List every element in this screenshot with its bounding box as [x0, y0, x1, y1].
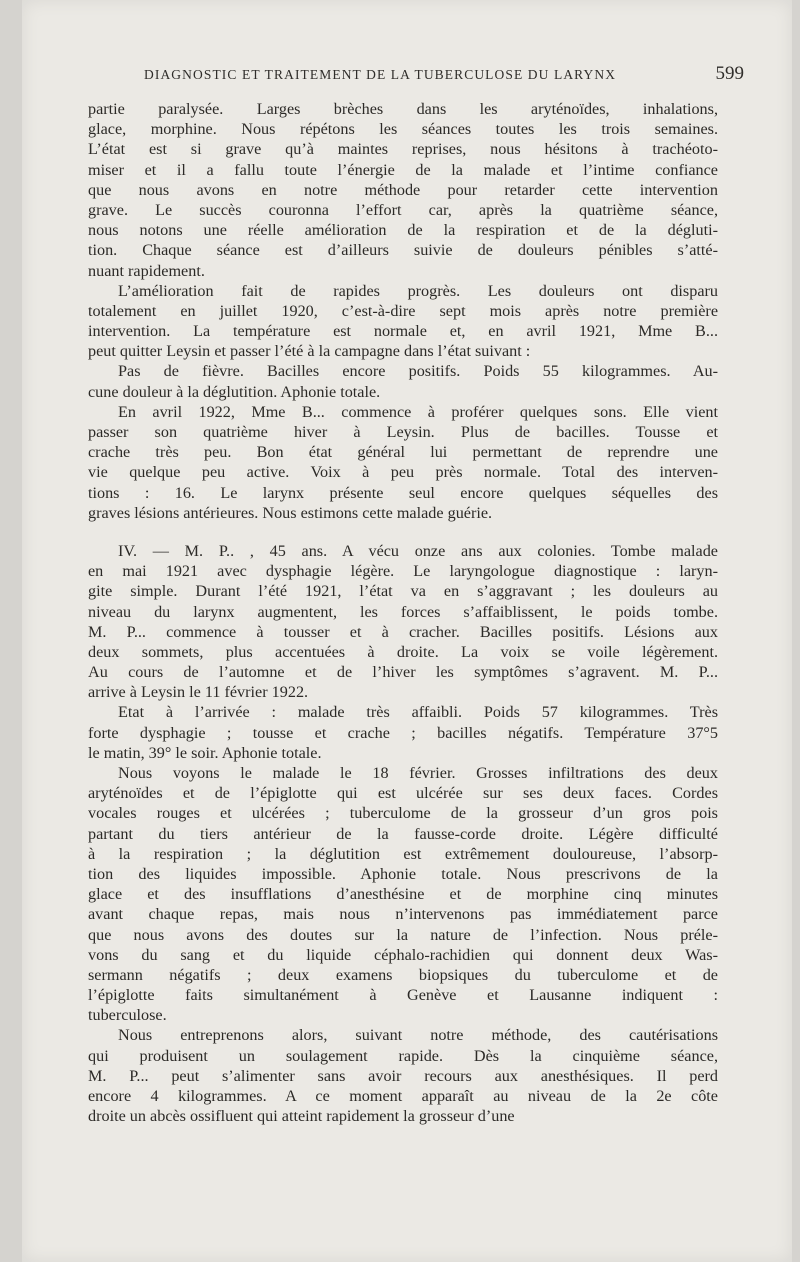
- text-line: crache très peu. Bon état général lui permettant de reprendre une: [88, 443, 718, 462]
- text-line: niveau du larynx augmentent, les forces s’affaiblissent, le poids tombe.: [88, 602, 718, 621]
- text-line: que nous avons en notre méthode pour retarder cette intervention: [88, 180, 718, 199]
- text-line: nuant rapidement.: [88, 261, 205, 280]
- section-gap: [88, 523, 718, 541]
- text-line: vocales rouges et ulcérées ; tuberculome de la grosseur d’un gros pois: [88, 804, 718, 823]
- paragraph: [88, 99, 718, 281]
- text-line: que nous avons des doutes sur la nature de l’infection. Nous préle-: [88, 925, 718, 944]
- text-line: IV. — M. P.. , 45 ans. A vécu onze ans aux colonies. Tombe malade: [118, 541, 718, 560]
- text-line: passer son quatrième hiver à Leysin. Plus de bacilles. Tousse et: [88, 423, 718, 441]
- text-line: avant chaque repas, mais nous n’intervenons pas immédiatement parce: [88, 905, 718, 924]
- text-line: en mai 1921 avec dysphagie légère. Le laryngologue diagnostique : laryn-: [88, 562, 718, 581]
- text-line: glace, morphine. Nous répétons les séances toutes les trois semaines.: [88, 120, 718, 139]
- paragraph: [88, 763, 718, 1025]
- text-line: L’amélioration fait de rapides progrès. Les douleurs ont disparu: [118, 281, 718, 300]
- text-line: tuberculose.: [88, 1006, 167, 1025]
- body-text: [88, 99, 718, 1126]
- text-line: deux sommets, plus accentuées à droite. La voix se voile légèrement.: [88, 642, 718, 661]
- text-line: tion. Chaque séance est d’ailleurs suivie de douleurs pénibles s’atté-: [88, 241, 718, 260]
- page-header: [144, 64, 744, 88]
- text-line: M. P... commence à tousser et à cracher. Bacilles positifs. Lésions aux: [88, 622, 718, 641]
- text-line: Etat à l’arrivée : malade très affaibli. Poids 57 kilogrammes. Très: [118, 703, 718, 722]
- text-line: partant du tiers antérieur de la fausse-corde droite. Légère difficulté: [88, 824, 718, 843]
- page-number: 599: [715, 63, 744, 84]
- text-line: partie paralysée. Larges brèches dans les aryténoïdes, inhalations,: [88, 100, 718, 118]
- text-line: grave. Le succès couronna l’effort car, après la quatrième séance,: [88, 200, 718, 219]
- paragraph: [88, 281, 718, 362]
- paragraph: [88, 702, 718, 763]
- running-title: DIAGNOSTIC ET TRAITEMENT DE LA TUBERCULOSE DU LARYNX: [144, 67, 617, 82]
- text-line: cune douleur à la déglutition. Aphonie totale.: [88, 382, 381, 401]
- text-line: tion des liquides impossible. Aphonie totale. Nous prescrivons de la: [88, 864, 718, 883]
- text-line: gite simple. Durant l’été 1921, l’état va en s’aggravant ; les douleurs au: [88, 582, 718, 601]
- text-line: Au cours de l’automne et de l’hiver les symptômes s’agravent. M. P...: [88, 663, 718, 682]
- text-line: M. P... peut s’alimenter sans avoir recours aux anesthésiques. Il perd: [88, 1066, 718, 1085]
- text-line: qui produisent un soulagement rapide. Dès la cinquième séance,: [88, 1046, 718, 1065]
- text-line: arrive à Leysin le 11 février 1922.: [88, 683, 309, 702]
- text-line: droite un abcès ossifluent qui atteint rapidement la grosseur d’une: [88, 1107, 515, 1126]
- text-line: totalement en juillet 1920, c’est-à-dire sept mois après notre première: [88, 301, 718, 320]
- text-line: vie quelque peu active. Voix à peu près normale. Total des interven-: [88, 463, 718, 482]
- paragraph: [88, 541, 718, 703]
- text-line: encore 4 kilogrammes. A ce moment apparaît au niveau de la 2e côte: [88, 1087, 718, 1105]
- text-line: Pas de fièvre. Bacilles encore positifs. Poids 55 kilogrammes. Au-: [118, 362, 718, 381]
- text-line: Nous voyons le malade le 18 février. Grosses infiltrations des deux: [118, 764, 718, 782]
- paragraph: [88, 1025, 718, 1126]
- text-line: glace et des insufflations d’anesthésine et de morphine cinq minutes: [88, 885, 718, 904]
- text-line: Nous entreprenons alors, suivant notre méthode, des cautérisations: [118, 1026, 718, 1045]
- text-line: tions : 16. Le larynx présente seul encore quelques séquelles des: [88, 483, 718, 502]
- text-line: En avril 1922, Mme B... commence à proférer quelques sons. Elle vient: [118, 402, 718, 421]
- book-page: [22, 0, 792, 1262]
- text-line: intervention. La température est normale et, en avril 1921, Mme B...: [88, 322, 718, 341]
- text-line: sermann négatifs ; deux examens biopsiques du tuberculome et de: [88, 965, 718, 984]
- paragraph: [88, 361, 718, 401]
- paragraph: [88, 402, 718, 523]
- text-line: graves lésions antérieures. Nous estimons cette malade guérie.: [88, 503, 493, 522]
- text-line: le matin, 39° le soir. Aphonie totale.: [88, 743, 322, 762]
- text-line: l’épiglotte faits simultanément à Genève et Lausanne indiquent :: [88, 986, 718, 1005]
- text-line: nous notons une réelle amélioration de la respiration et de la dégluti-: [88, 221, 718, 240]
- text-line: miser et il a fallu toute l’énergie de la malade et l’intime confiance: [88, 160, 718, 179]
- text-line: à la respiration ; la déglutition est extrêmement douloureuse, l’absorp-: [88, 844, 718, 863]
- text-line: aryténoïdes et de l’épiglotte qui est ulcérée sur ses deux faces. Cordes: [88, 784, 718, 803]
- text-line: forte dysphagie ; tousse et crache ; bacilles négatifs. Température 37°5: [88, 723, 718, 742]
- text-line: vons du sang et du liquide céphalo-rachidien qui donnent deux Was-: [88, 945, 718, 964]
- text-line: peut quitter Leysin et passer l’été à la campagne dans l’état suivant :: [88, 342, 531, 361]
- text-line: L’état est si grave qu’à maintes reprises, nous hésitons à trachéoto-: [88, 140, 718, 159]
